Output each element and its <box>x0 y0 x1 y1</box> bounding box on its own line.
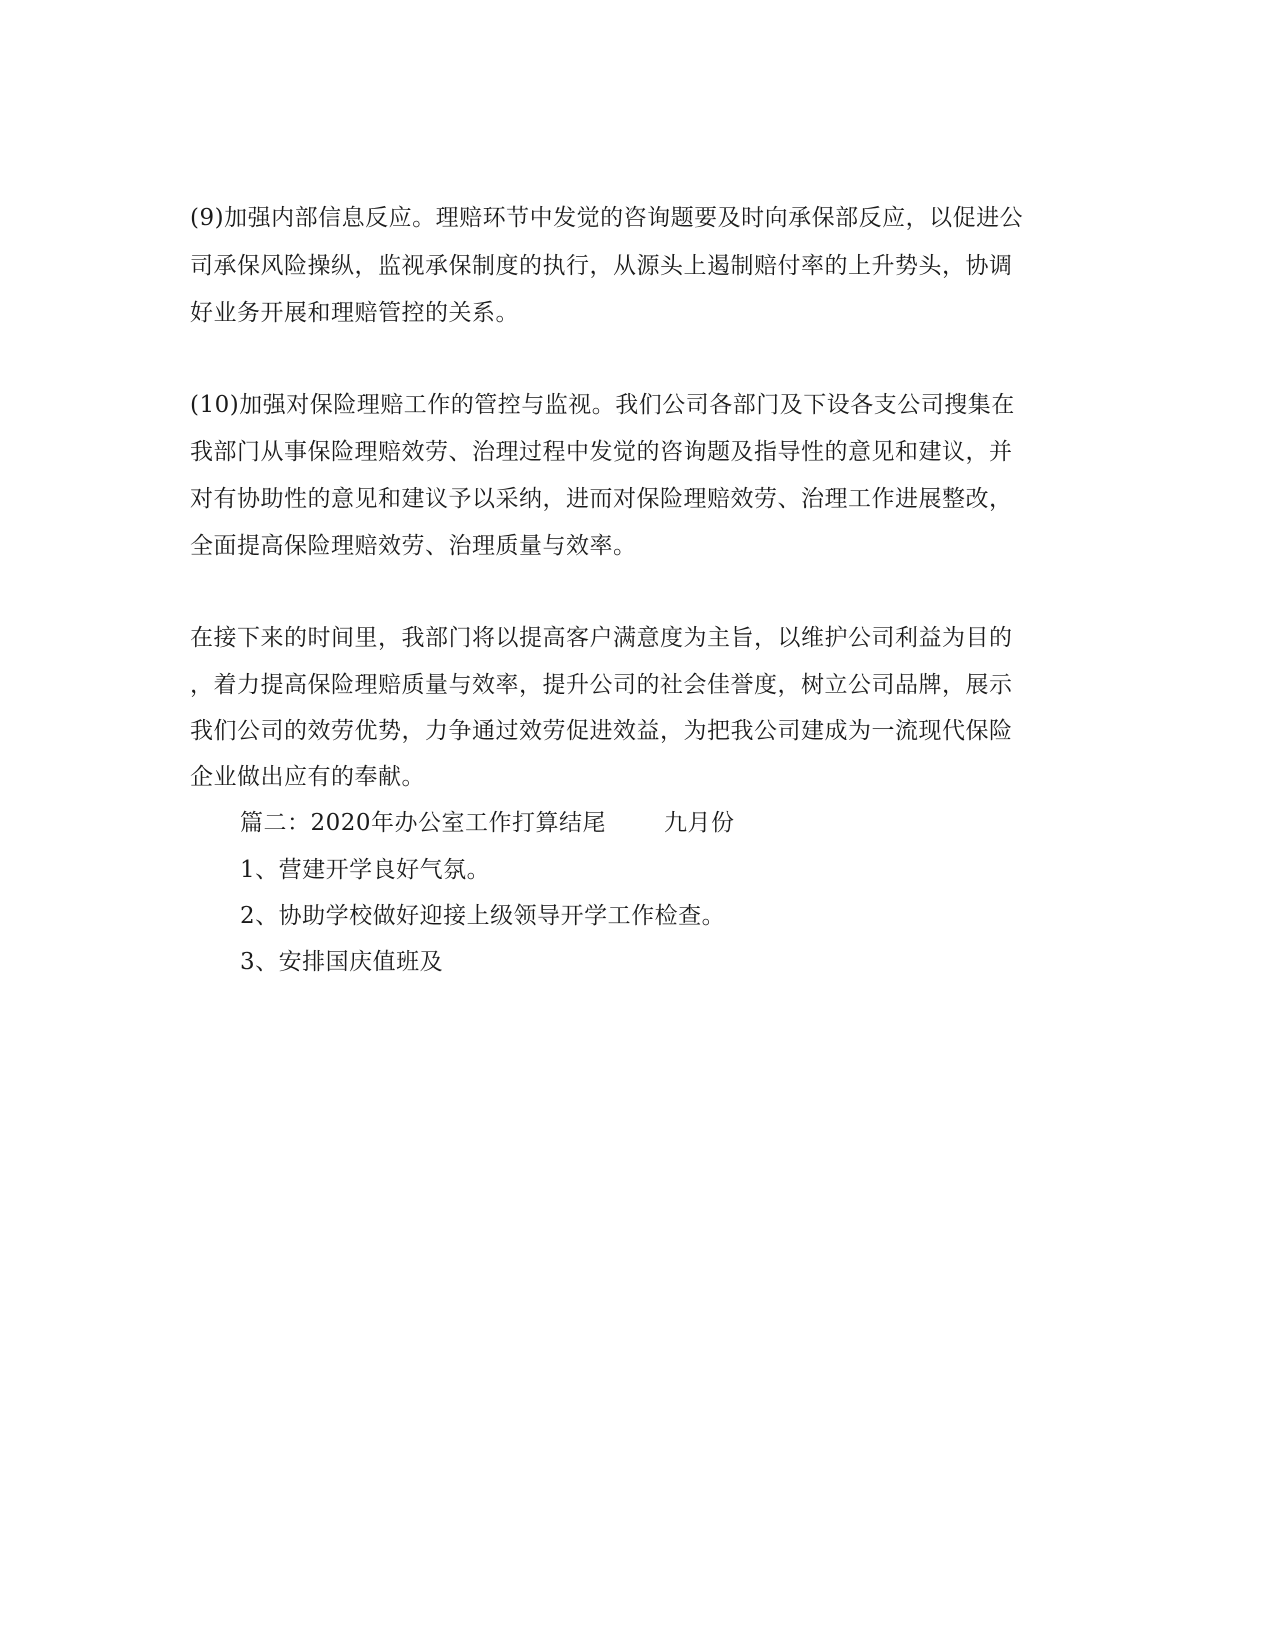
section-two-item-2: 2、协助学校做好迎接上级领导开学工作检查。 <box>240 903 726 929</box>
paragraph-10-line-4: 全面提高保险理赔效劳、治理质量与效率。 <box>190 533 637 559</box>
section-two-title: 篇二：2020年办公室工作打算结尾 <box>240 810 607 836</box>
paragraph-9-line-1: (9)加强内部信息反应。理赔环节中发觉的咨询题要及时向承保部反应，以促进公 <box>190 205 1024 231</box>
section-two-heading <box>240 808 735 838</box>
paragraph-10-line-3: 对有协助性的意见和建议予以采纳，进而对保险理赔效劳、治理工作进展整改， <box>190 486 1013 512</box>
section-two-month: 九月份 <box>664 810 735 836</box>
paragraph-9-line-3: 好业务开展和理赔管控的关系。 <box>190 300 519 326</box>
closing-line-2: ，着力提高保险理赔质量与效率，提升公司的社会佳誉度，树立公司品牌，展示 <box>190 672 1013 698</box>
section-two-item-1: 1、营建开学良好气氛。 <box>240 857 491 883</box>
closing-line-1: 在接下来的时间里，我部门将以提高客户满意度为主旨，以维护公司利益为目的 <box>190 625 1013 651</box>
closing-line-3: 我们公司的效劳优势，力争通过效劳促进效益，为把我公司建成为一流现代保险 <box>190 718 1013 744</box>
paragraph-9-line-2: 司承保风险操纵，监视承保制度的执行，从源头上遏制赔付率的上升势头，协调 <box>190 253 1013 279</box>
paragraph-10-line-2: 我部门从事保险理赔效劳、治理过程中发觉的咨询题及指导性的意见和建议，并 <box>190 439 1013 465</box>
closing-line-4: 企业做出应有的奉献。 <box>190 764 425 790</box>
paragraph-10-line-1: (10)加强对保险理赔工作的管控与监视。我们公司各部门及下设各支公司搜集在 <box>190 392 1015 418</box>
section-two-item-3: 3、安排国庆值班及 <box>240 949 444 975</box>
